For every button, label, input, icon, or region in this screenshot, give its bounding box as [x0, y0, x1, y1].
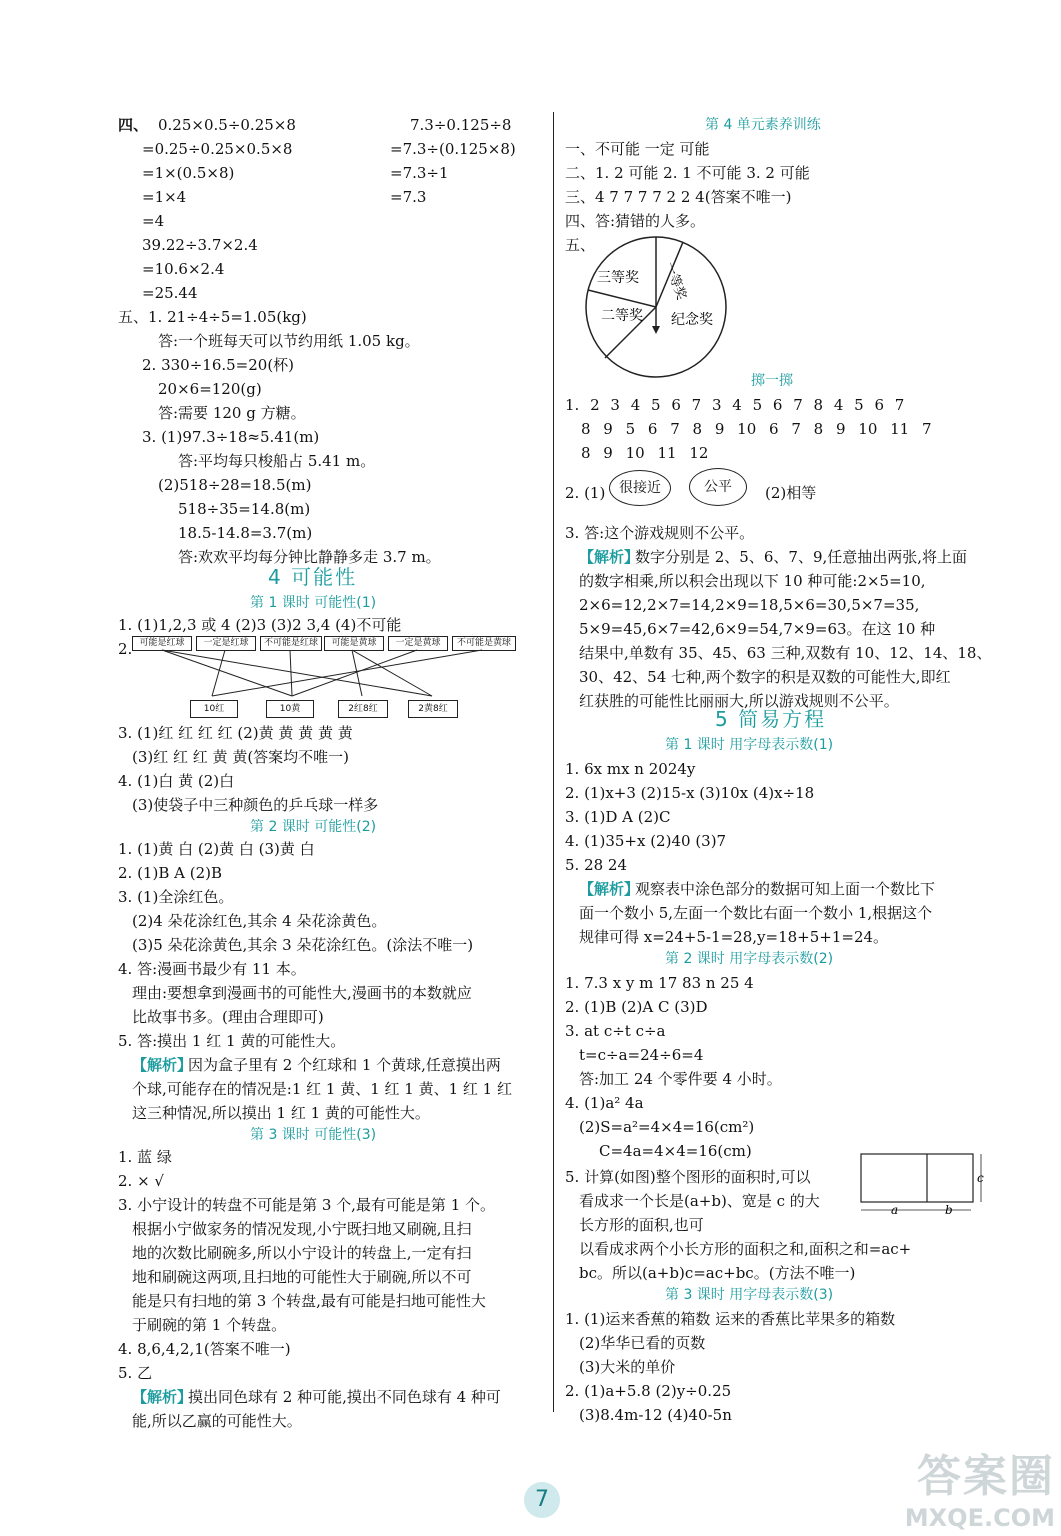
match-label-box: 可能是黄球	[324, 636, 384, 651]
answer-line: 1. 蓝 绿	[118, 1148, 172, 1166]
answer-line: (3)大米的单价	[579, 1358, 676, 1376]
analysis-line: 数字分别是 2、5、6、7、9,任意抽出两张,将上面	[635, 548, 968, 566]
q4-expr: 39.22÷3.7×2.4	[142, 236, 258, 254]
analysis-line: 结果中,单数有 35、45、63 三种,双数有 10、12、14、18、	[579, 644, 992, 662]
answer-line: 答:一个班每天可以节约用纸 1.05 kg。	[158, 332, 420, 350]
answer-line: 5. 答:摸出 1 红 1 黄的可能性大。	[118, 1032, 346, 1050]
column-divider	[553, 112, 554, 1412]
answer-line: (3)8.4m-12 (4)40-5n	[579, 1406, 732, 1424]
rect-label: b	[945, 1203, 953, 1217]
answer-line: 答:需要 120 g 方糖。	[158, 404, 306, 422]
q4-step: =7.3	[390, 188, 427, 206]
q4-step: =7.3÷1	[390, 164, 449, 182]
answer-line: (2)S=a²=4×4=16(cm²)	[579, 1118, 755, 1136]
answer-line: 8 9 10 11 12	[581, 444, 709, 462]
analysis-line: 这三种情况,所以摸出 1 红 1 黄的可能性大。	[132, 1104, 430, 1122]
rectangle-figure	[859, 1152, 989, 1218]
analysis-line: 2×6=12,2×7=14,2×9=18,5×6=30,5×7=35,	[579, 596, 920, 614]
answer-line: (2)华华已看的页数	[579, 1334, 706, 1352]
analysis-tag: 【解析】	[579, 548, 640, 566]
answer-line: 2. (1)B A (2)B	[118, 864, 222, 882]
answer-line: 4. 8,6,4,2,1(答案不唯一)	[118, 1340, 291, 1358]
answer-line: 能是只有扫地的第 3 个转盘,最有可能是扫地可能性大	[132, 1292, 486, 1310]
answer-line: bc。所以(a+b)c=ac+bc。(方法不唯一)	[579, 1264, 856, 1282]
answer-line: 长方形的面积,也可	[579, 1216, 704, 1234]
lesson-title: 第 1 课时 用字母表示数(1)	[665, 737, 834, 753]
answer-line: 一、不可能 一定 可能	[565, 140, 710, 158]
watermark-text: 答案圈	[917, 1451, 1055, 1502]
lesson-title: 第 3 课时 用字母表示数(3)	[665, 1287, 834, 1303]
q5-line: 2. 330÷16.5=20(杯)	[142, 356, 295, 374]
answer-line: t=c÷a=24÷6=4	[579, 1046, 704, 1064]
answer-line: 1. 2 3 4 5 6 7 3 4 5 6 7 8 4 5 6 7	[565, 396, 905, 414]
match-label-box: 不可能是红球	[260, 636, 322, 651]
matching-diagram	[132, 636, 522, 718]
answer-line: 2. × √	[118, 1172, 164, 1190]
pie-label: 二等奖	[601, 308, 643, 324]
section-title: 掷一掷	[751, 373, 793, 389]
answer-line: 1. 7.3 x y m 17 83 n 25 4	[565, 974, 754, 992]
analysis-line: 的数字相乘,所以积会出现以下 10 种可能:2×5=10,	[579, 572, 926, 590]
q4-step: =25.44	[142, 284, 198, 302]
answer-oval: 公平	[689, 468, 747, 506]
q4-step: =7.3÷(0.125×8)	[390, 140, 516, 158]
answer-line: 1. (1)黄 白 (2)黄 白 (3)黄 白	[118, 840, 315, 858]
answer-line: 比故事书多。(理由合理即可)	[132, 1008, 324, 1026]
ball-box: 2黄8红	[408, 700, 458, 718]
answer-line: 地的次数比刷碗多,所以小宁设计的转盘上,一定有扫	[132, 1244, 472, 1262]
answer-line: 以看成求两个小长方形的面积之和,面积之和=ac+	[579, 1240, 912, 1258]
analysis-line: 个球,可能存在的情况是:1 红 1 黄、1 红 1 黄、1 红 1 红	[132, 1080, 512, 1098]
analysis-tag: 【解析】	[132, 1388, 193, 1406]
pie-label: 纪念奖	[671, 312, 713, 328]
answer-oval: 很接近	[609, 470, 671, 506]
answer-line: 5. 乙	[118, 1364, 153, 1382]
answer-line: 3. 答:这个游戏规则不公平。	[565, 524, 755, 542]
answer-line: 根据小宁做家务的情况发现,小宁既扫地又刷碗,且扫	[132, 1220, 472, 1238]
match-label-box: 不可能是黄球	[452, 636, 516, 651]
watermark-url: MXQE.COM	[904, 1504, 1055, 1532]
rect-label: c	[977, 1171, 984, 1185]
answer-line: (3)使袋子中三种颜色的乒乓球一样多	[132, 796, 379, 814]
match-label-box: 一定是黄球	[388, 636, 448, 651]
ball-box: 10黄	[266, 700, 314, 718]
answer-line: 4. (1)a² 4a	[565, 1094, 644, 1112]
answer-line: 五、	[565, 236, 596, 254]
answer-line: (2)相等	[765, 484, 817, 502]
pie-label: 三等奖	[597, 270, 639, 286]
unit-title: 5 简易方程	[715, 707, 827, 731]
lesson-title: 第 2 课时 可能性(2)	[250, 819, 377, 835]
q4-step: =0.25÷0.25×0.5×8	[142, 140, 293, 158]
pie-label: 一等奖	[661, 260, 689, 303]
spinner-pie	[583, 232, 733, 382]
answer-line: 答:平均每只梭船占 5.41 m。	[178, 452, 376, 470]
lesson-title: 第 3 课时 可能性(3)	[250, 1127, 377, 1143]
answer-line: 2. (1)	[565, 484, 606, 502]
q5-line: 18.5-14.8=3.7(m)	[178, 524, 313, 542]
q5-line: 五、1. 21÷4÷5=1.05(kg)	[118, 308, 307, 326]
unit-title: 4 可能性	[268, 565, 358, 589]
answer-line: 3. (1)红 红 红 红 (2)黄 黄 黄 黄 黄	[118, 724, 353, 742]
answer-line: 5. 计算(如图)整个图形的面积时,可以	[565, 1168, 811, 1186]
analysis-line: 规律可得 x=24+5-1=28,y=18+5+1=24。	[579, 928, 889, 946]
answer-line: 答:欢欢平均每分钟比静静多走 3.7 m。	[178, 548, 441, 566]
answer-line: (2)4 朵花涂红色,其余 4 朵花涂黄色。	[132, 912, 387, 930]
q4-step: =10.6×2.4	[142, 260, 225, 278]
rect-label: a	[891, 1203, 899, 1217]
answer-line: 2. (1)a+5.8 (2)y÷0.25	[565, 1382, 732, 1400]
answer-line: C=4a=4×4=16(cm)	[599, 1142, 752, 1160]
answer-line: 二、1. 2 可能 2. 1 不可能 3. 2 可能	[565, 164, 810, 182]
page-number: 7	[524, 1482, 560, 1518]
ball-box: 10红	[190, 700, 238, 718]
q4-expr: 7.3÷0.125÷8	[410, 116, 512, 134]
analysis-line: 红获胜的可能性比丽丽大,所以游戏规则不公平。	[579, 692, 899, 710]
section-title: 第 4 单元素养训练	[705, 117, 821, 133]
answer-line: 地和刷碗这两项,且扫地的可能性大于刷碗,所以不可	[132, 1268, 472, 1286]
answer-line: 1. 6x mx n 2024y	[565, 760, 696, 778]
answer-line: 理由:要想拿到漫画书的可能性大,漫画书的本数就应	[132, 984, 472, 1002]
answer-line: 3. (1)D A (2)C	[565, 808, 671, 826]
answer-line: 3. 小宁设计的转盘不可能是第 3 个,最有可能是第 1 个。	[118, 1196, 496, 1214]
q5-line: 3. (1)97.3÷18≈5.41(m)	[142, 428, 320, 446]
answer-line: (3)5 朵花涂黄色,其余 3 朵花涂红色。(涂法不唯一)	[132, 936, 474, 954]
analysis-line: 摸出同色球有 2 种可能,摸出不同色球有 4 种可	[188, 1388, 501, 1406]
answer-line: 2.	[118, 640, 133, 658]
answer-line: 四、答:猜错的人多。	[565, 212, 706, 230]
answer-line: 5. 28 24	[565, 856, 628, 874]
watermark-logo	[905, 1440, 1055, 1532]
q5-line: (2)518÷28=18.5(m)	[158, 476, 312, 494]
answer-line: 3. at c÷t c÷a	[565, 1022, 666, 1040]
analysis-tag: 【解析】	[132, 1056, 193, 1074]
match-label-box: 一定是红球	[196, 636, 256, 651]
answer-line: 看成求一个长是(a+b)、宽是 c 的大	[579, 1192, 820, 1210]
match-label-box: 可能是红球	[132, 636, 192, 651]
answer-line: 答:加工 24 个零件要 4 小时。	[579, 1070, 782, 1088]
answer-line: 4. 答:漫画书最少有 11 本。	[118, 960, 306, 978]
answer-line: 于刷碗的第 1 个转盘。	[132, 1316, 287, 1334]
analysis-tag: 【解析】	[579, 880, 640, 898]
q5-line: 20×6=120(g)	[158, 380, 262, 398]
answer-line: 4. (1)白 黄 (2)白	[118, 772, 235, 790]
analysis-line: 能,所以乙赢的可能性大。	[132, 1412, 302, 1430]
answer-line: 1. (1)1,2,3 或 4 (2)3 (3)2 3,4 (4)不可能	[118, 616, 402, 634]
q4-label: 四、	[118, 116, 149, 134]
answer-line: (3)红 红 红 黄 黄(答案均不唯一)	[132, 748, 350, 766]
answer-line: 2. (1)B (2)A C (3)D	[565, 998, 708, 1016]
q4-step: =1×4	[142, 188, 187, 206]
ball-box: 2红8红	[338, 700, 388, 718]
q5-line: 518÷35=14.8(m)	[178, 500, 311, 518]
answer-line: 3. (1)全涂红色。	[118, 888, 234, 906]
analysis-line: 30、42、54 七种,两个数字的积是双数的可能性大,即红	[579, 668, 951, 686]
analysis-line: 面一个数小 5,左面一个数比右面一个数小 1,根据这个	[579, 904, 933, 922]
answer-line: 4. (1)35+x (2)40 (3)7	[565, 832, 727, 850]
lesson-title: 第 2 课时 用字母表示数(2)	[665, 951, 834, 967]
analysis-line: 因为盒子里有 2 个红球和 1 个黄球,任意摸出两	[188, 1056, 501, 1074]
answer-line: 三、4 7 7 7 7 2 2 4(答案不唯一)	[565, 188, 792, 206]
analysis-line: 5×9=45,6×7=42,6×9=54,7×9=63。在这 10 种	[579, 620, 936, 638]
answer-line: 8 9 5 6 7 8 9 10 6 7 8 9 10 11 7	[581, 420, 932, 438]
q4-step: =4	[142, 212, 165, 230]
analysis-line: 观察表中涂色部分的数据可知上面一个数比下	[635, 880, 936, 898]
q4-expr: 0.25×0.5÷0.25×8	[158, 116, 296, 134]
lesson-title: 第 1 课时 可能性(1)	[250, 595, 377, 611]
q4-step: =1×(0.5×8)	[142, 164, 235, 182]
answer-line: 1. (1)运来香蕉的箱数 运来的香蕉比苹果多的箱数	[565, 1310, 896, 1328]
answer-line: 2. (1)x+3 (2)15-x (3)10x (4)x÷18	[565, 784, 815, 802]
